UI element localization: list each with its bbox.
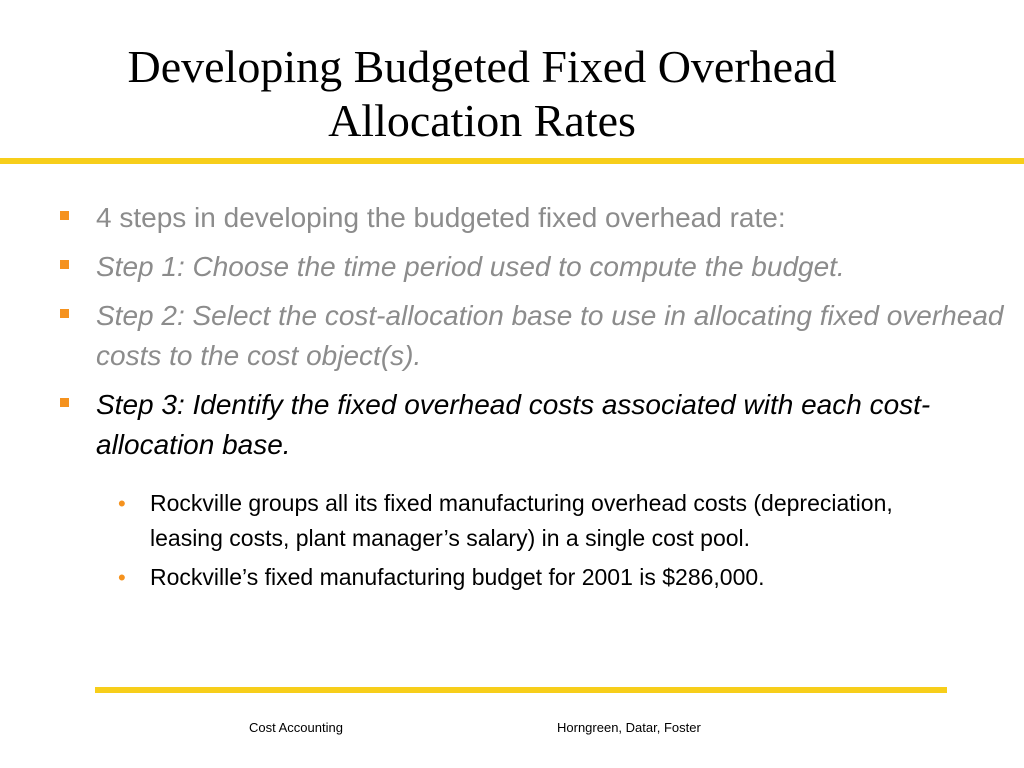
- sub-bullet-text: Rockville’s fixed manufacturing budget for 2001 is $286,000.: [150, 564, 765, 590]
- footer-divider: [95, 687, 947, 693]
- title-divider: [0, 158, 1024, 164]
- bullet-list: [56, 198, 1016, 474]
- footer-course-title: Cost Accounting: [249, 720, 343, 735]
- slide-title: [40, 40, 924, 148]
- footer-authors: Horngreen, Datar, Foster: [557, 720, 701, 735]
- bullet-item-intro: [56, 198, 1016, 238]
- round-bullet-icon: •: [118, 491, 126, 516]
- bullet-text: 4 steps in developing the budgeted fixed overhead rate:: [96, 202, 786, 233]
- sub-bullet-item-cost-pool: [114, 486, 954, 556]
- bullet-text: Step 1: Choose the time period used to compute the budget.: [96, 251, 845, 282]
- sub-bullet-text: Rockville groups all its fixed manufacturing overhead costs (depreciation, leasing costs, plant manager’s salary) in a single cost pool.: [150, 490, 893, 551]
- title-line-1: Developing Budgeted Fixed Overhead: [127, 41, 837, 92]
- sub-bullet-list: [114, 486, 954, 599]
- bullet-item-step-1: [56, 247, 1016, 287]
- title-line-2: Allocation Rates: [328, 95, 636, 146]
- bullet-item-step-3: [56, 385, 1016, 465]
- sub-bullet-item-budget: [114, 560, 954, 595]
- square-bullet-icon: [60, 398, 69, 407]
- bullet-item-step-2: [56, 296, 1016, 376]
- bullet-text: Step 2: Select the cost-allocation base to use in allocating fixed overhead costs to the cost object(s).: [96, 300, 1004, 371]
- square-bullet-icon: [60, 309, 69, 318]
- round-bullet-icon: •: [118, 565, 126, 590]
- bullet-text: Step 3: Identify the fixed overhead costs associated with each cost-allocation base.: [96, 389, 931, 460]
- square-bullet-icon: [60, 260, 69, 269]
- square-bullet-icon: [60, 211, 69, 220]
